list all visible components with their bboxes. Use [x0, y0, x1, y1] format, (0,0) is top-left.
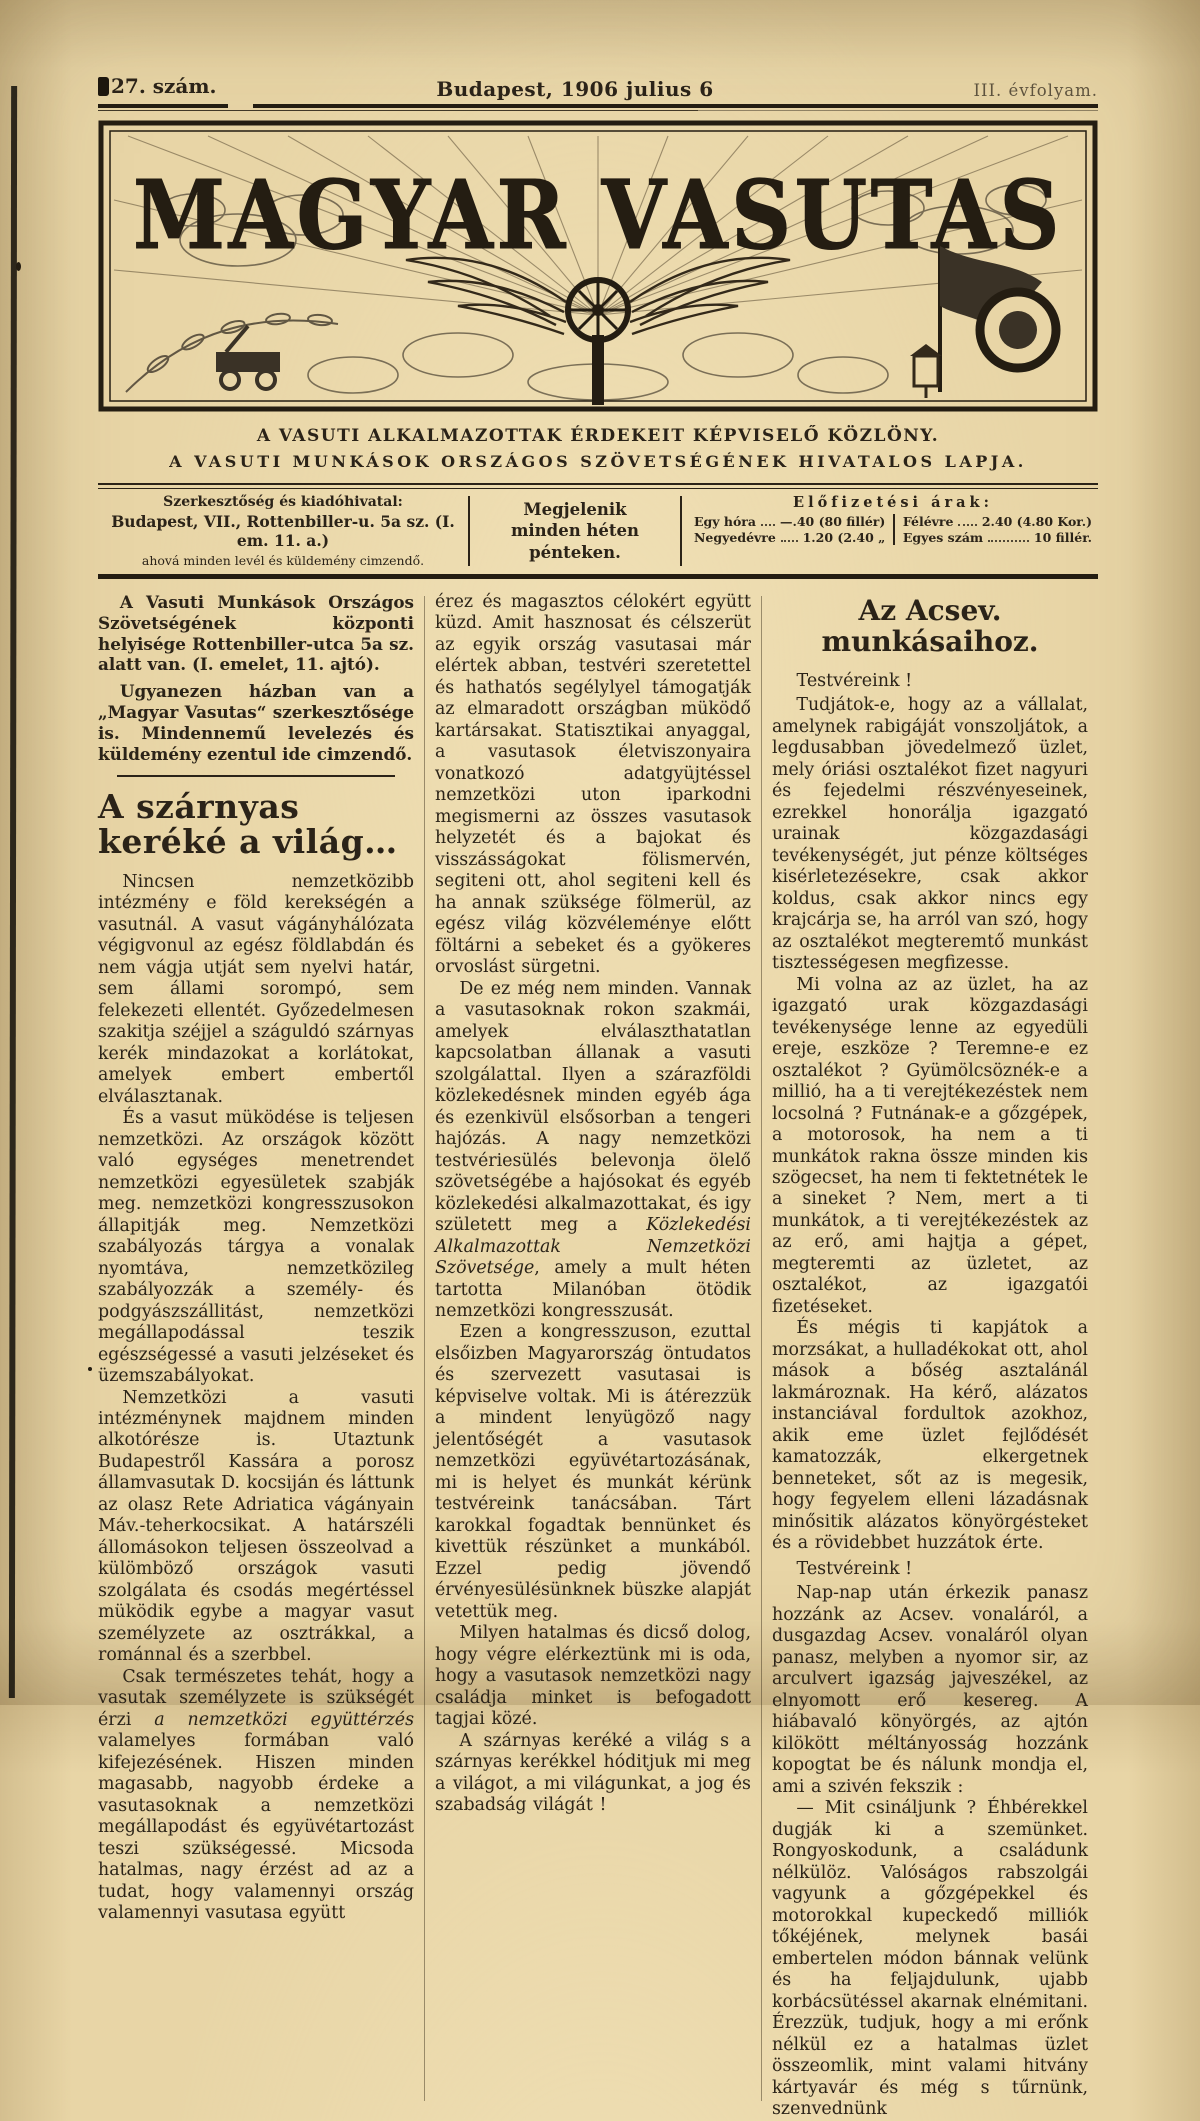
dot-leader [781, 540, 798, 542]
masthead-title: MAGYAR VASUTAS [133, 160, 1063, 271]
rule-below-infobar [98, 574, 1098, 579]
price-label: Egyes szám [902, 529, 984, 545]
subtitle-line-1: A VASUTI ALKALMAZOTTAK ÉRDEKEIT KÉPVISELŐ KÖZLÖNY. [256, 426, 940, 446]
office-address: Budapest, VII., Rottenbiller-u. 5a sz. (I. em. 11. a.) [111, 512, 455, 550]
paragraph: Nincsen nemzetközibb intézmény e föld kerekségén a vasutnál. A vasut vágányhálózata végigvonul az egész földlabdán és nem vágja utját sem nyelvi határ, sem állami sorompó, sem felekezeti ellentét. Győzedelmesen szakitja széjjel a száguldó szárnyas kerék mindazokat a korlátokat, amelyek embert embertől elválasztanak. [98, 871, 414, 1107]
masthead [98, 120, 1098, 412]
issue-number [98, 74, 216, 98]
subscription-block [682, 494, 1098, 568]
price-row [694, 530, 885, 546]
dot-leader [958, 524, 976, 526]
price-value: 1.20 (2.40 „ [802, 529, 886, 545]
office-heading: Szerkesztőség és kiadóhivatal: [163, 494, 403, 510]
editorial-office-block [98, 494, 468, 568]
info-bar [98, 489, 1098, 574]
ink-speck [88, 1367, 92, 1371]
paragraph: És mégis ti kapjátok a morzsákat, a hulladékokat ott, ahol mások a bőség asztalánál lakmároznak. Ha kérő, alázatos instanciával fordultok azokhoz, akik eme üzlet fejlődését kamatozzák, elkergetnek benneteket, sőt az is megesik, hogy fegyelem elleni lázadásnak minősitik alázatos könyörgésteket és a rövidebbet huzzátok érte. [772, 1318, 1088, 1554]
paragraph: De ez még nem minden. Vannak a vasutasoknak rokon szakmái, amelyek elválaszthatatlan kapcsolatban állanak a vasuti szolgálattal. Ilyen a szárazföldi közlekedésnek minden egyéb ága és ezenkivül elsősorban a tengeri hajózás. A nagy nemzetközi testvériesülés belevonja ölelő szövetségébe a hajósokat és egyéb közlekedési alkalmazottakat, és igy született meg a Közlekedési Alkalmazottak Nemzetközi Szövetsége, amely a mult héten tartotta Milanóban ötödik nemzetközi kongresszusát. [435, 978, 751, 1321]
paragraph: érez és magasztos célokért együtt küzd. Amit hasznosat és célszerüt az egyik ország vasutasai már elértek abban, testvéri szeretettel és hathatós segélylyel támogatják az elmaradott országban müködő kartársakat. Statisztikai anyaggal, a vasutasok életviszonyaira vonatkozó adatgyüjtéssel nemzetközi uton iparkodni megismerni az összes vasutasok helyzetét és a bajokat és visszásságokat fölismervén, segiteni ott, ahol segiteni kell és ha annak szüksége fölmerül, az egész világ közvéleménye előtt föltárni a sebeket és a gyökeres orvoslást sürgetni. [435, 592, 751, 978]
separator-rule [117, 775, 395, 777]
dateline: Budapest, 1906 julius 6 [436, 76, 714, 101]
price-divider [893, 514, 895, 545]
price-value: —.40 (80 fillér) [780, 514, 886, 529]
dot-leader [761, 524, 775, 526]
schedule-line-2: minden héten [510, 521, 640, 541]
price-value: 10 fillér. [1033, 529, 1092, 545]
paragraph: — Mit csináljunk ? Éhbérekkel dugják ki a szemünket. Rongyoskodunk, a családunk nélkülöz. Valóságos rabszolgái vagyunk a gőzgépekkel és motorokkal kupeckedő milliók tőkéjének, melynek basái embertelen módon bánnak velünk és ha feljajdulunk, ujabb korbácsütéssel akarnak elnémitani. Érezzük, tudjuk, hogy a mi erőnk nélkül ez a hatalmas üzlet összeomlik, mint valami hitvány kártyavár és még s tűrnünk, szenvednünk [772, 1798, 1088, 2120]
paragraph: Nemzetközi a vasuti intézménynek majdnem minden alkotórésze is. Utaztunk Budapestről Kassára a porosz államvasutak D. kocsiján és láttunk az olasz Rete Adriatica vágányain Máv.-teherkocsikat. A határszéli állomásokon teljesen összeolvad a külömböző országok vasuti szolgálata és csodás megértéssel müködik egybe a magyar vasut személyzete az osztrákkal, a románnal és a szerbbel. [98, 1387, 414, 1666]
winged-wheel-icon [406, 258, 790, 405]
volume-label: III. évfolyam. [973, 80, 1098, 100]
lantern-icon [910, 344, 942, 398]
column-rule [424, 596, 425, 2101]
publication-schedule [470, 494, 680, 568]
article-column-2 [435, 592, 751, 2121]
column-rule [761, 596, 762, 2101]
salutation: Testvéreink ! [796, 670, 913, 691]
price-grid [694, 514, 1092, 545]
paragraph: Milyen hatalmas és dicső dolog, hogy végre elérkeztünk mi is oda, hogy a vasutasok nemzetközi nagy családja minket is befogadott tagjai közé. [435, 1623, 751, 1730]
scan-edge-artifact [9, 86, 17, 1698]
article-2-title: Az Acsev. munkásaihoz. [821, 594, 1039, 658]
price-row [903, 514, 1092, 530]
paragraph: Csak természetes tehát, hogy a vasutak személyzete is szükségét érzi a nemzetközi együttérzés valamelyes formában való kifejezésének. Hiszen minden magasabb, nagyobb érdeke a vasutasoknak a nemzetközi megállapodást és együvétartozást teszi szükségessé. Micsoda hatalmas, nagy érzést ad az a tudat, hogy valamennyi ország valamennyi vasutasa együtt [98, 1666, 414, 1924]
price-row [903, 530, 1092, 546]
article-1-title: A szárnyas keréké a világ… [98, 786, 398, 862]
ink-blot [98, 77, 109, 96]
paragraph: Mi volna az az üzlet, ha az igazgató urak közgazdasági tevékenysége lenne az egyedüli ereje, eszköze ? Teremne-e ez osztalékot ? Gyümölcsöznék-e a millió, ha a ti verejtékezéstek nem locsolná ? Futnának-e a gőzgépek, a motorosok, ha nem a ti munkátok rakna össze minden kis szögecset, ha nem ti fektetnétek le a sineket ? Nem, mert a ti munkátok, a ti verejtékezéstek az az erő, ami hajtja a gépet, megteremti az üzletet, az osztalékot, az igazgatói fizetéseket. [772, 974, 1088, 1317]
paragraph: Ezen a kongresszuson, ezuttal elsőizben Magyarország öntudatos és szervezett vasutasai is képviselve voltak. Mi is átérezzük a mindent lenyügöző nagy jelentőségét a vasutasok nemzetközi együvétartozásának, mi is helyet és munkát kérünk testvéreink tanácsában. Tárt karokkal fogadtak bennünket és kivettük részünket a munkából. Ezzel pedig jövendő érvényesülésünknek büszke alapját vetettük meg. [435, 1322, 751, 1622]
newspaper-page [98, 74, 1098, 2121]
price-row [694, 514, 885, 530]
issue-number-label: 27. szám. [111, 74, 217, 98]
paragraph: Tudjátok-e, hogy az a vállalat, amelynek rabigáját vonszoljátok, a legdusabban jövedelmező üzlet, mely óriási osztalékot fizet nagyuri és fejedelmi részvényeseinek, ezrekkel honorálja igazgató urainak közgazdasági tevékenységét, jut pénze költséges kisérletezésekre, csak akkor koldus, csak akkor nincs egy krajcárja se, ha arról van szó, hogy az osztalékot megteremtő munkást tisztességesen megfizesse. [772, 695, 1088, 974]
paragraph: Nap-nap után érkezik panasz hozzánk az Acsev. vonaláról, a dusgazdag Acsev. vonaláról olyan panasz, melyben a nyomor sir, az arculvert igazság jajveszékel, az elnyomott erő kesereg. A hiábavaló könyörgés, az ajtón kilökött méltányosság hozzánk kopogtat be és nálunk mondja el, ami a szivén fekszik : [772, 1583, 1088, 1797]
office-notice-2: Ugyanezen házban van a „Magyar Vasutas“ szerkesztősége is. Mindennemű levelezés és küldemény ezentul ide cimzendő. [98, 681, 414, 764]
salutation: Testvéreink ! [796, 1558, 913, 1579]
masthead-illustration [98, 120, 1098, 412]
office-note: ahová minden levél és küldemény cimzendő. [141, 553, 425, 568]
price-label: Félévre [902, 514, 954, 529]
page-header [98, 74, 1098, 101]
price-label: Egy hóra [694, 514, 756, 529]
header-rules [98, 104, 1098, 112]
handcar-icon [216, 326, 280, 389]
masthead-subtitles [98, 426, 1098, 471]
schedule-line-1: Megjelenik [523, 499, 627, 519]
office-notice-1: A Vasuti Munkások Országos Szövetségének központi helyisége Rottenbiller-utca 5a sz. alatt van. (I. emelet, 11. ajtó). [98, 592, 414, 675]
body-columns [98, 592, 1098, 2121]
subscription-heading: Előfizetési árak: [793, 494, 993, 511]
paragraph: A szárnyas keréké a világ s a szárnyas kerékkel hóditjuk mi meg a világot, a mi világunkat, a jog és szabadság világát ! [435, 1730, 751, 1816]
price-label: Negyedévre [694, 529, 776, 545]
article-column-3 [772, 592, 1088, 2121]
subtitle-line-2: A VASUTI MUNKÁSOK ORSZÁGOS SZÖVETSÉGÉNEK HIVATALOS LAPJA. [169, 452, 1027, 471]
schedule-line-3: pénteken. [529, 542, 621, 562]
ink-speck [16, 262, 21, 271]
dot-leader [988, 540, 1029, 542]
article-column-1 [98, 592, 414, 2121]
paragraph: És a vasut müködése is teljesen nemzetközi. Az országok között való egységes menetrendet nemzetközi egyesületek szabják meg. nemzetközi kongresszusokon állapitják meg. Nemzetközi szabályozás tárgya a vonalak nyomtáva, nemzetközileg szabályozzák a személy- és podgyászszállitást, nemzetközi megállapodással teszik egészségessé a vasuti jelzéseket és üzemszabályokat. [98, 1108, 414, 1387]
signal-disc-icon [980, 292, 1056, 368]
price-value: 2.40 (4.80 Kor.) [981, 514, 1092, 529]
